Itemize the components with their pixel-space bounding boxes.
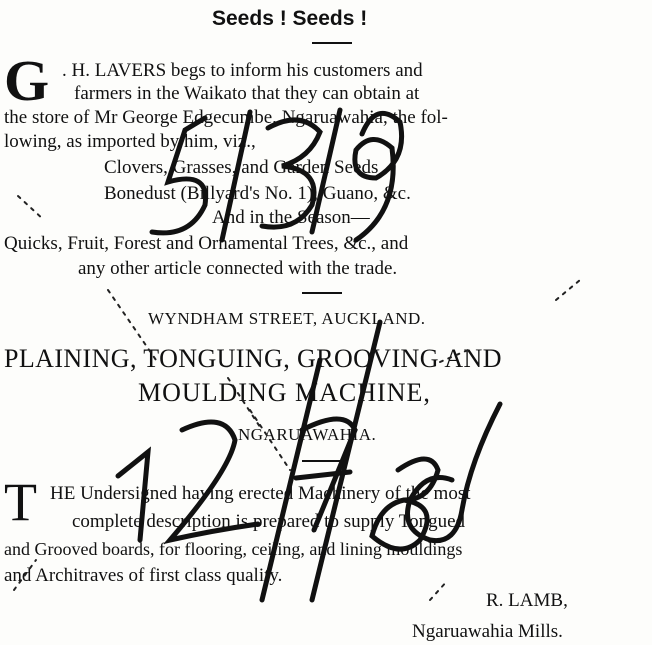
ad1-line-6: Bonedust (Billyard's No. 1), Guano, &c. <box>104 183 411 204</box>
location-rule <box>302 460 342 462</box>
machine-title-2: MOULDING MACHINE, <box>138 378 431 407</box>
ad2-line-4: and Architraves of first class quality. <box>4 565 283 586</box>
ad1-line-7: And in the Season— <box>212 207 370 228</box>
mill-name: Ngaruawahia Mills. <box>412 621 563 642</box>
drop-cap-t: T <box>4 472 37 532</box>
address-rule <box>302 292 342 294</box>
location-line: NGARUAWAHIA. <box>238 425 377 444</box>
ad2-line-1: HE Undersigned having erected Machinery of the most <box>50 483 471 504</box>
seeds-heading: Seeds ! Seeds ! <box>212 7 368 30</box>
ad1-line-9: any other article connected with the trade. <box>78 258 398 279</box>
machine-title-1: PLAINING, TONGUING, GROOVING AND <box>4 344 502 373</box>
ad1-line-2: farmers in the Waikato that they can obtain at <box>74 83 420 104</box>
ad1-line-8: Quicks, Fruit, Forest and Ornamental Trees, &c., and <box>4 233 409 254</box>
ad2-line-3: and Grooved boards, for flooring, ceiling, and lining mouldings <box>4 539 463 559</box>
address-line: WYNDHAM STREET, AUCKLAND. <box>148 309 426 328</box>
ad1-line-4: lowing, as imported by him, viz., <box>4 131 256 152</box>
ad1-line-1: . H. LAVERS begs to inform his customers and <box>62 60 423 81</box>
ad2-line-2: complete description is prepared to supply Tongued <box>72 511 466 532</box>
signature: R. LAMB, <box>486 590 568 611</box>
ad1-line-3: the store of Mr George Edgecumbe, Ngaruawahia, the fol- <box>4 107 448 128</box>
drop-cap-g: G <box>4 48 50 113</box>
heading-rule <box>312 42 352 44</box>
ad1-line-5: Clovers, Grasses, and Garden Seeds <box>104 157 379 178</box>
